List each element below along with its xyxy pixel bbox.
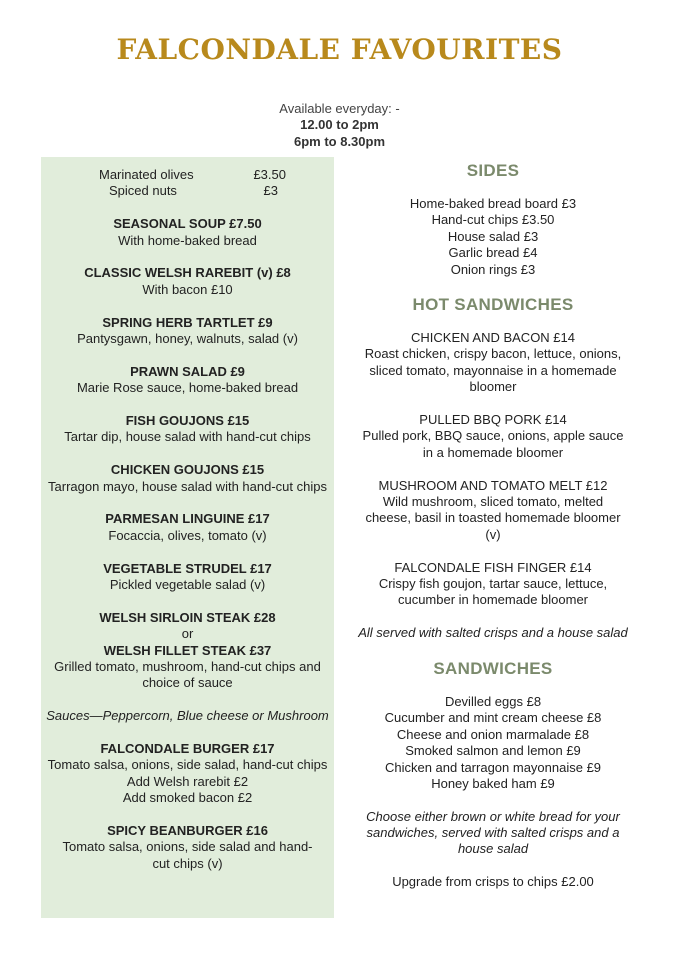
sides-list xyxy=(343,196,643,278)
beanburger-item xyxy=(41,823,334,872)
mains-panel xyxy=(41,157,334,918)
hot-sandwiches-heading: HOT SANDWICHES xyxy=(412,295,574,315)
item-title: SPRING HERB TARTLET £9 xyxy=(102,314,273,330)
item-desc: Grilled tomato, mushroom, hand-cut chips and choice of sauce xyxy=(54,659,321,691)
item-desc: Roast chicken, crispy bacon, lettuce, onions, sliced tomato, mayonnaise in a homemade bloomer xyxy=(364,346,622,395)
item-title: CHICKEN GOUJONS £15 xyxy=(110,462,265,478)
sandwich-item: Cucumber and mint cream cheese £8 xyxy=(384,710,602,726)
snack-price: £3.50 xyxy=(253,167,286,182)
menu-item xyxy=(41,413,334,446)
sandwiches-heading: SANDWICHES xyxy=(433,659,553,679)
upgrade-note: Upgrade from crisps to chips £2.00 xyxy=(392,874,594,890)
menu-item xyxy=(41,216,334,249)
item-desc: With home-baked bread xyxy=(118,232,257,248)
side-item: Hand-cut chips £3.50 xyxy=(431,212,555,228)
menu-item xyxy=(41,364,334,397)
hours-label: Available everyday: - xyxy=(279,101,400,116)
hot-sandwiches-note: All served with salted crisps and a house salad xyxy=(358,625,628,641)
item-title: PARMESAN LINGUINE £17 xyxy=(105,511,270,527)
item-title: PRAWN SALAD £9 xyxy=(130,363,245,379)
sandwich-item: Cheese and onion marmalade £8 xyxy=(396,726,590,742)
snack-price: £3 xyxy=(263,183,278,199)
side-item: Garlic bread £4 xyxy=(448,245,538,261)
snacks xyxy=(41,167,334,200)
hot-sandwich-item xyxy=(343,412,643,461)
hot-sandwich-item xyxy=(343,478,643,544)
burger-item xyxy=(41,741,334,807)
snack-item xyxy=(41,167,334,183)
snack-name: Spiced nuts xyxy=(109,183,177,199)
item-title: FALCONDALE BURGER £17 xyxy=(100,741,275,757)
menu-item xyxy=(41,511,334,544)
hot-sandwich-item xyxy=(343,560,643,609)
hot-sandwich-item xyxy=(343,330,643,396)
sandwich-item: Honey baked ham £9 xyxy=(431,776,555,792)
sandwiches-note: Choose either brown or white bread for your sandwiches, served with salted crisps and a house salad xyxy=(366,808,620,857)
item-title: FALCONDALE FISH FINGER £14 xyxy=(394,559,592,575)
item-desc: With bacon £10 xyxy=(142,281,233,297)
right-column xyxy=(343,160,643,891)
opening-hours xyxy=(0,101,679,150)
item-title: FISH GOUJONS £15 xyxy=(125,413,250,429)
side-item: House salad £3 xyxy=(447,228,539,244)
item-title: SEASONAL SOUP £7.50 xyxy=(113,216,262,232)
item-desc: Marie Rose sauce, home-baked bread xyxy=(76,380,299,396)
sandwich-item: Chicken and tarragon mayonnaise £9 xyxy=(384,759,602,775)
sandwiches-list xyxy=(343,694,643,792)
sides-heading: SIDES xyxy=(466,161,520,180)
steak-item xyxy=(41,610,334,692)
item-desc: Crispy fish goujon, tartar sauce, lettuce, cucumber in homemade bloomer xyxy=(378,576,608,608)
item-title: VEGETABLE STRUDEL £17 xyxy=(103,560,272,576)
item-desc: Tartar dip, house salad with hand-cut chips xyxy=(64,429,311,445)
item-title: CLASSIC WELSH RAREBIT (v) £8 xyxy=(84,265,291,281)
snack-name: Marinated olives xyxy=(99,167,194,182)
item-addon: Add Welsh rarebit £2 xyxy=(126,773,249,789)
item-title: MUSHROOM AND TOMATO MELT £12 xyxy=(378,477,608,493)
item-desc: Tarragon mayo, house salad with hand-cut chips xyxy=(48,478,327,494)
item-title: SPICY BEANBURGER £16 xyxy=(107,823,268,839)
item-addon: Add smoked bacon £2 xyxy=(122,790,253,806)
item-desc: Wild mushroom, sliced tomato, melted cheese, basil in toasted homemade bloomer (v) xyxy=(365,494,621,542)
menu-item xyxy=(41,561,334,594)
menu-item xyxy=(41,462,334,495)
item-desc: Pantysgawn, honey, walnuts, salad (v) xyxy=(77,331,298,347)
item-desc: Tomato salsa, onions, side salad and hand-cut chips (v) xyxy=(62,839,313,871)
side-item: Home-baked bread board £3 xyxy=(409,196,577,211)
item-title: PULLED BBQ PORK £14 xyxy=(419,412,567,428)
sandwich-item: Devilled eggs £8 xyxy=(444,694,542,710)
item-desc: Tomato salsa, onions, side salad, hand-cut chips xyxy=(47,757,328,773)
menu-title: FALCONDALE FAVOURITES xyxy=(116,33,563,66)
snack-item xyxy=(41,183,334,199)
hours-lunch: 12.00 to 2pm xyxy=(300,117,379,133)
menu-item xyxy=(41,315,334,348)
menu-item xyxy=(41,265,334,298)
item-desc: Pulled pork, BBQ sauce, onions, apple sauce in a homemade bloomer xyxy=(362,428,624,460)
sandwich-item: Smoked salmon and lemon £9 xyxy=(405,743,581,759)
item-title: WELSH FILLET STEAK £37 xyxy=(103,642,272,658)
sauces-note: Sauces—Peppercorn, Blue cheese or Mushroom xyxy=(46,708,329,724)
item-desc: Focaccia, olives, tomato (v) xyxy=(108,527,267,543)
hours-dinner: 6pm to 8.30pm xyxy=(293,133,386,149)
item-title: WELSH SIRLOIN STEAK £28 xyxy=(99,609,276,625)
or-text: or xyxy=(181,626,194,642)
item-title: CHICKEN AND BACON £14 xyxy=(411,330,575,346)
side-item: Onion rings £3 xyxy=(450,261,536,277)
item-desc: Pickled vegetable salad (v) xyxy=(109,577,266,593)
